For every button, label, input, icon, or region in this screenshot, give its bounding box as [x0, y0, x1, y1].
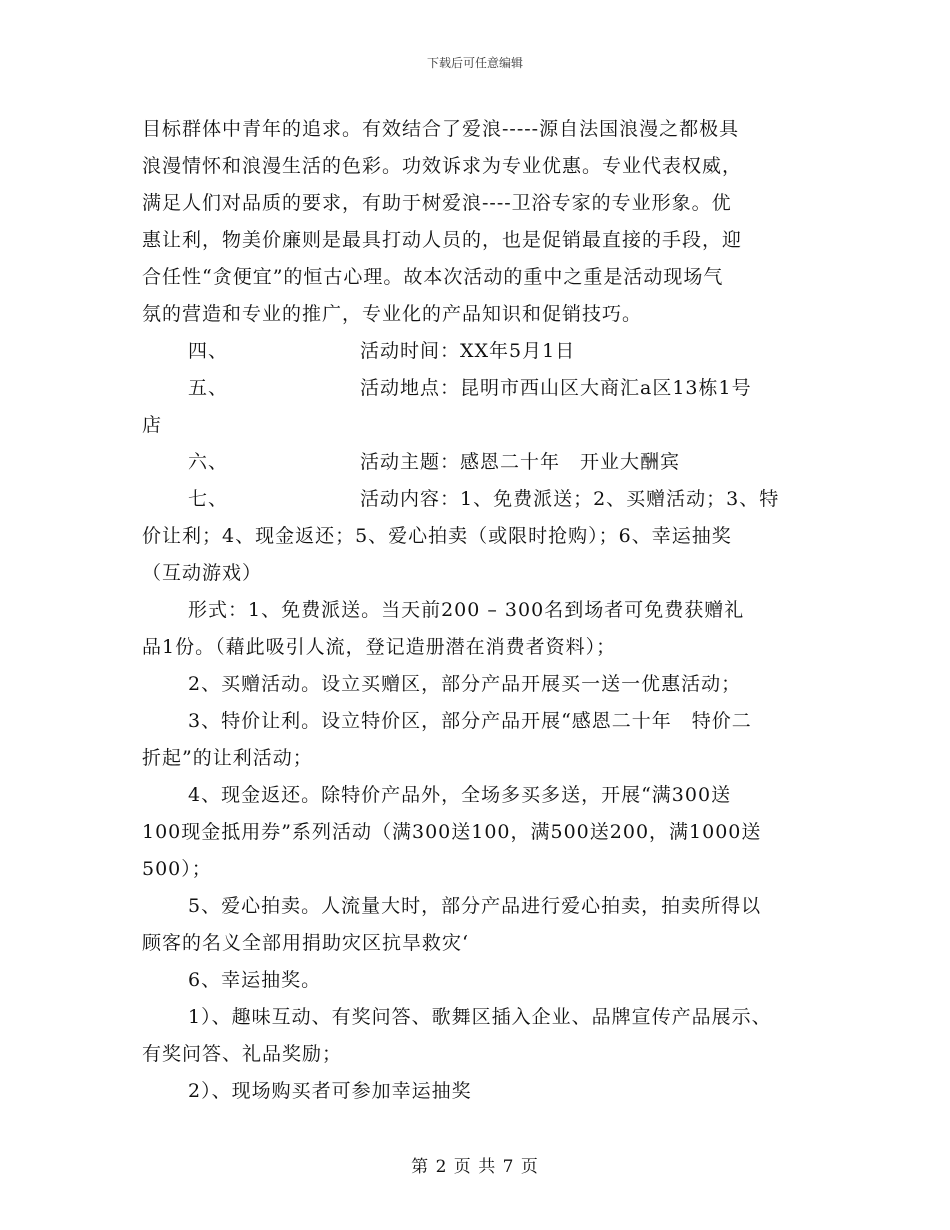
section-text: 活动内容：1、免费派送；2、买赠活动；3、特 [360, 488, 780, 510]
paragraph-line: 浪漫情怀和浪漫生活的色彩。功效诉求为专业优惠。专业代表权威， [142, 155, 743, 177]
paragraph-line: 2、买赠活动。设立买赠区，部分产品开展买一送一优惠活动； [188, 673, 742, 695]
section-item-7 [142, 481, 832, 518]
paragraph-line: 价让利；4、现金返还；5、爱心拍卖（或限时抢购）；6、幸运抽奖 [142, 525, 732, 547]
paragraph-line: 形式：1、免费派送。当天前200 – 300名到场者可免费获赠礼 [188, 599, 745, 621]
paragraph-line: 顾客的名义全部用捐助灾区抗旱救灾‘ [142, 932, 470, 954]
paragraph-line: 店 [142, 414, 163, 436]
paragraph-line: 满足人们对品质的要求，有助于树爱浪----卫浴专家的专业形象。优 [142, 192, 732, 214]
section-item-6 [142, 444, 832, 481]
paragraph-line: 6、幸运抽奖。 [188, 969, 322, 991]
section-item-4 [142, 333, 832, 370]
section-number: 五、 [188, 377, 229, 399]
section-number: 四、 [188, 340, 229, 362]
section-item-5 [142, 370, 832, 407]
section-text: 活动主题：感恩二十年 开业大酬宾 [360, 451, 681, 473]
paragraph-line: 4、现金返还。除特价产品外，全场多买多送，开展“满300送 [188, 784, 732, 806]
paragraph-line: 500）； [142, 858, 212, 880]
section-text: 活动时间：XX年5月1日 [360, 340, 576, 362]
paragraph-line: 品1份。（藉此吸引人流，登记造册潜在消费者资料）； [142, 636, 617, 658]
paragraph-line: （互动游戏） [142, 562, 263, 584]
document-body [142, 111, 832, 1110]
paragraph-line: 2）、现场购买者可参加幸运抽奖 [188, 1080, 472, 1102]
paragraph-line: 合任性“贪便宜”的恒古心理。故本次活动的重中之重是活动现场气 [142, 266, 724, 288]
section-text: 活动地点：昆明市西山区大商汇a区13栋1号 [360, 377, 752, 399]
paragraph-line: 5、爱心拍卖。人流量大时，部分产品进行爱心拍卖，拍卖所得以 [188, 895, 762, 917]
paragraph-line: 100现金抵用券”系列活动（满300送100，满500送200，满1000送 [142, 821, 762, 843]
paragraph-line: 惠让利，物美价廉则是最具打动人员的，也是促销最直接的手段，迎 [142, 229, 743, 251]
section-number: 六、 [188, 451, 229, 473]
paragraph-line: 有奖问答、礼品奖励； [142, 1043, 343, 1065]
page-header: 下载后可任意编辑 [426, 56, 523, 70]
paragraph-line: 1）、趣味互动、有奖问答、歌舞区插入企业、品牌宣传产品展示、 [188, 1006, 772, 1028]
paragraph-line: 目标群体中青年的追求。有效结合了爱浪-----源自法国浪漫之都极具 [142, 118, 740, 140]
section-number: 七、 [188, 488, 229, 510]
paragraph-line: 折起”的让利活动； [142, 747, 313, 769]
paragraph-line: 3、特价让利。设立特价区，部分产品开展“感恩二十年 特价二 [188, 710, 752, 732]
paragraph-line: 氛的营造和专业的推广，专业化的产品知识和促销技巧。 [142, 303, 643, 325]
page-footer: 第 2 页 共 7 页 [411, 1157, 539, 1177]
